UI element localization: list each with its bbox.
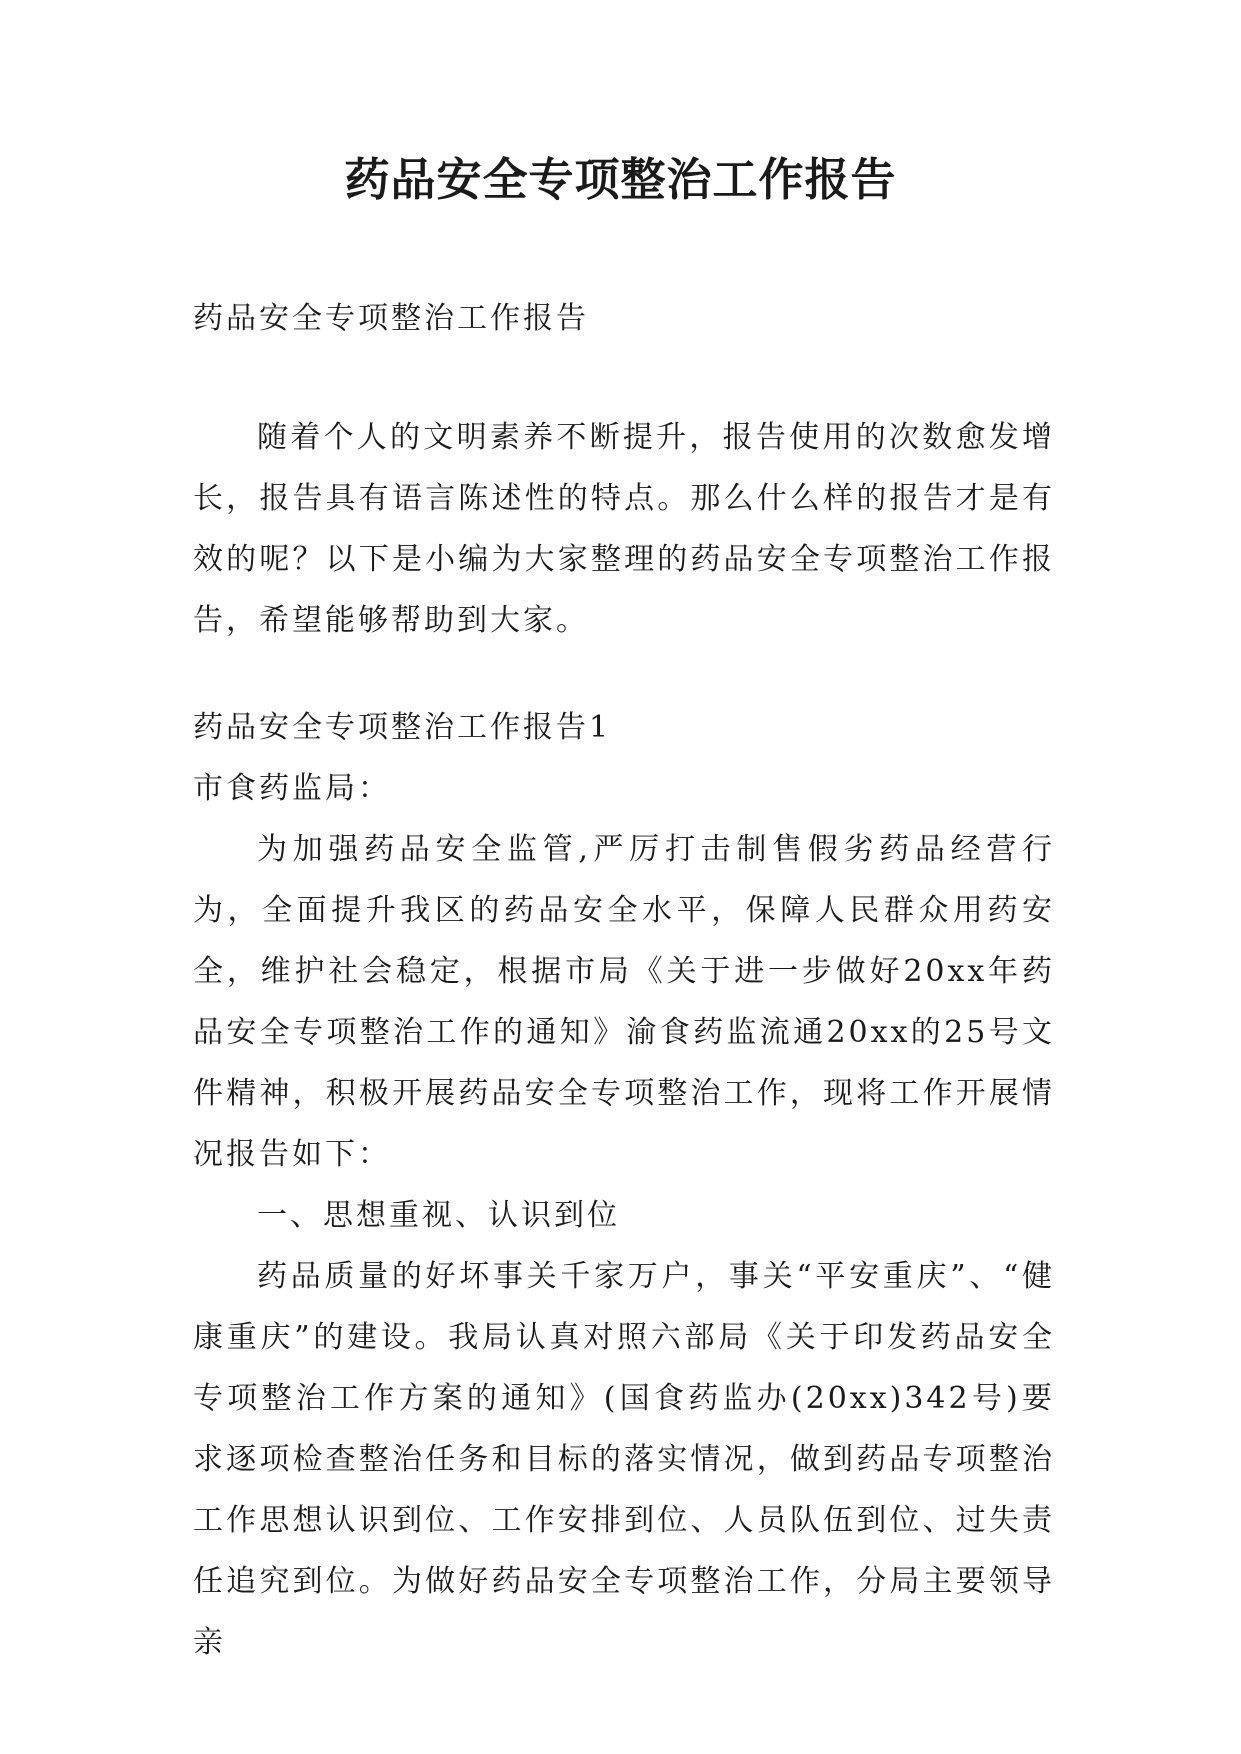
report-title: 药品安全专项整治工作报告1: [193, 710, 612, 745]
intro-section: [193, 407, 1055, 651]
report-section: [193, 697, 1055, 1673]
document-title: 药品安全专项整治工作报告: [344, 153, 897, 206]
addressee: 市食药监局：: [193, 771, 391, 806]
body-paragraph: 药品质量的好坏事关千家万户，事关“平安重庆”、“健康重庆”的建设。我局认真对照六部局《关于印发药品安全专项整治工作方案的通知》(国食药监办(20xx)342号)要求逐项检查整治任务和目标的落实情况，做到药品专项整治工作思想认识到位、工作安排到位、人员队伍到位、过失责任追究到位。为做好药品安全专项整治工作，分局主要领导亲: [193, 1259, 1055, 1660]
intro-paragraph: 随着个人的文明素养不断提升，报告使用的次数愈发增长，报告具有语言陈述性的特点。那么什么样的报告才是有效的呢？以下是小编为大家整理的药品安全专项整治工作报告，希望能够帮助到大家。: [193, 420, 1055, 638]
body-paragraph: 为加强药品安全监管,严厉打击制售假劣药品经营行为，全面提升我区的药品安全水平，保障人民群众用药安全，维护社会稳定，根据市局《关于进一步做好20xx年药品安全专项整治工作的通知》渝食药监流通20xx的25号文件精神，积极开展药品安全专项整治工作，现将工作开展情况报告如下：: [193, 832, 1055, 1172]
section-heading: 一、思想重视、认识到位: [257, 1198, 620, 1233]
document-subtitle: 药品安全专项整治工作报告: [193, 301, 589, 336]
